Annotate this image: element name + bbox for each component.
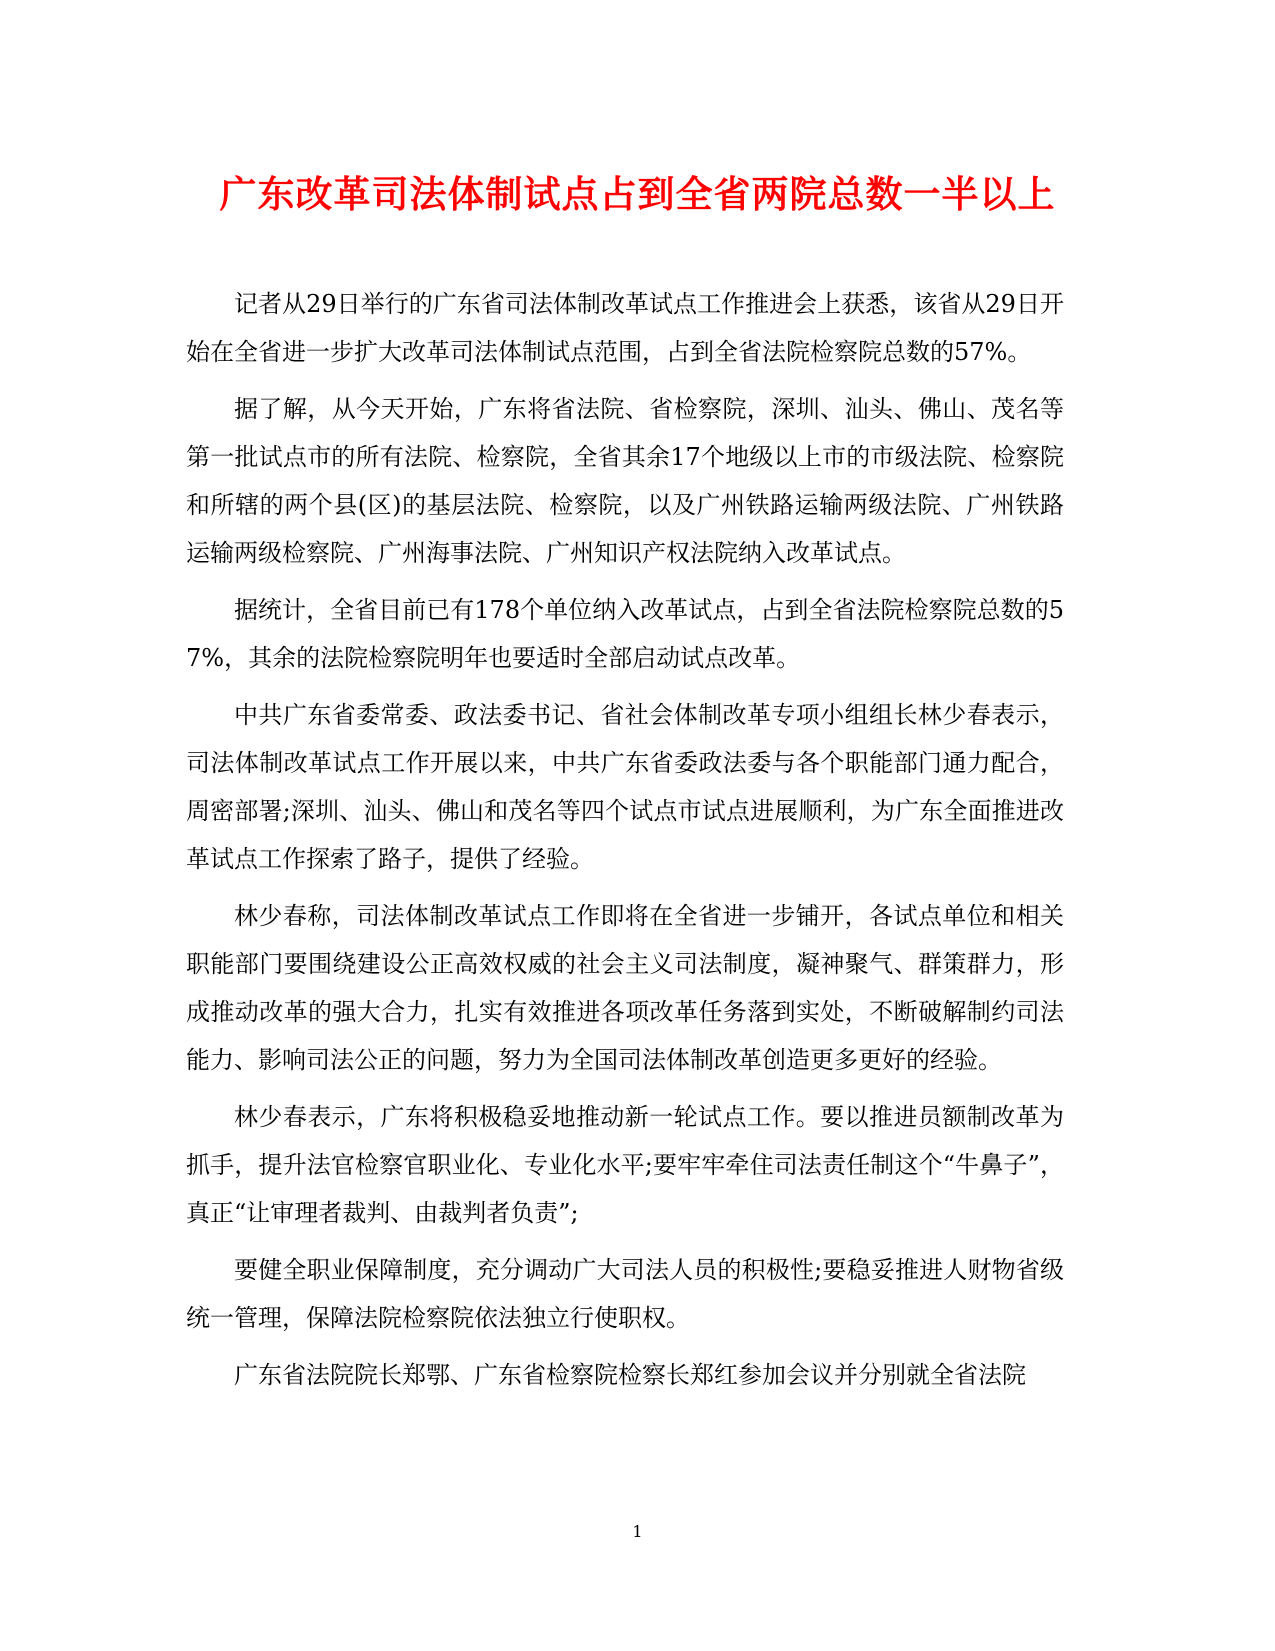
paragraph: 广东省法院院长郑鄂、广东省检察院检察长郑红参加会议并分别就全省法院	[234, 1361, 1026, 1389]
paragraph: 据了解，从今天开始，广东将省法院、省检察院，深圳、汕头、佛山、茂名等第一批试点市的所有法院、检察院，全省其余17个地级以上市的市级法院、检察院和所辖的两个县(区)的基层法院、检察院，以及广州铁路运输两级法院、广州铁路运输两级检察院、广州海事法院、广州知识产权法院纳入改革试点。	[186, 395, 1064, 567]
paragraph: 据统计，全省目前已有178个单位纳入改革试点，占到全省法院检察院总数的57%，其余的法院检察院明年也要适时全部启动试点改革。	[186, 596, 1064, 672]
paragraph: 林少春表示，广东将积极稳妥地推动新一轮试点工作。要以推进员额制改革为抓手，提升法官检察官职业化、专业化水平;要牢牢牵住司法责任制这个“牛鼻子”，真正“让审理者裁判、由裁判者负责”;	[186, 1103, 1064, 1227]
paragraph: 要健全职业保障制度，充分调动广大司法人员的积极性;要稳妥推进人财物省级统一管理，保障法院检察院依法独立行使职权。	[186, 1256, 1064, 1332]
paragraph: 林少春称，司法体制改革试点工作即将在全省进一步铺开，各试点单位和相关职能部门要围绕建设公正高效权威的社会主义司法制度，凝神聚气、群策群力，形成推动改革的强大合力，扎实有效推进各项改革任务落到实处，不断破解制约司法能力、影响司法公正的问题，努力为全国司法体制改革创造更多更好的经验。	[186, 902, 1064, 1074]
paragraph: 记者从29日举行的广东省司法体制改革试点工作推进会上获悉，该省从29日开始在全省进一步扩大改革司法体制试点范围，占到全省法院检察院总数的57%。	[186, 290, 1064, 366]
paragraph: 中共广东省委常委、政法委书记、省社会体制改革专项小组组长林少春表示，司法体制改革试点工作开展以来，中共广东省委政法委与各个职能部门通力配合，周密部署;深圳、汕头、佛山和茂名等四个试点市试点进展顺利，为广东全面推进改革试点工作探索了路子，提供了经验。	[186, 701, 1064, 873]
document-body	[186, 280, 1064, 1408]
document-title: 广东改革司法体制试点占到全省两院总数一半以上	[219, 172, 1056, 216]
page-number: 1	[632, 1522, 643, 1541]
